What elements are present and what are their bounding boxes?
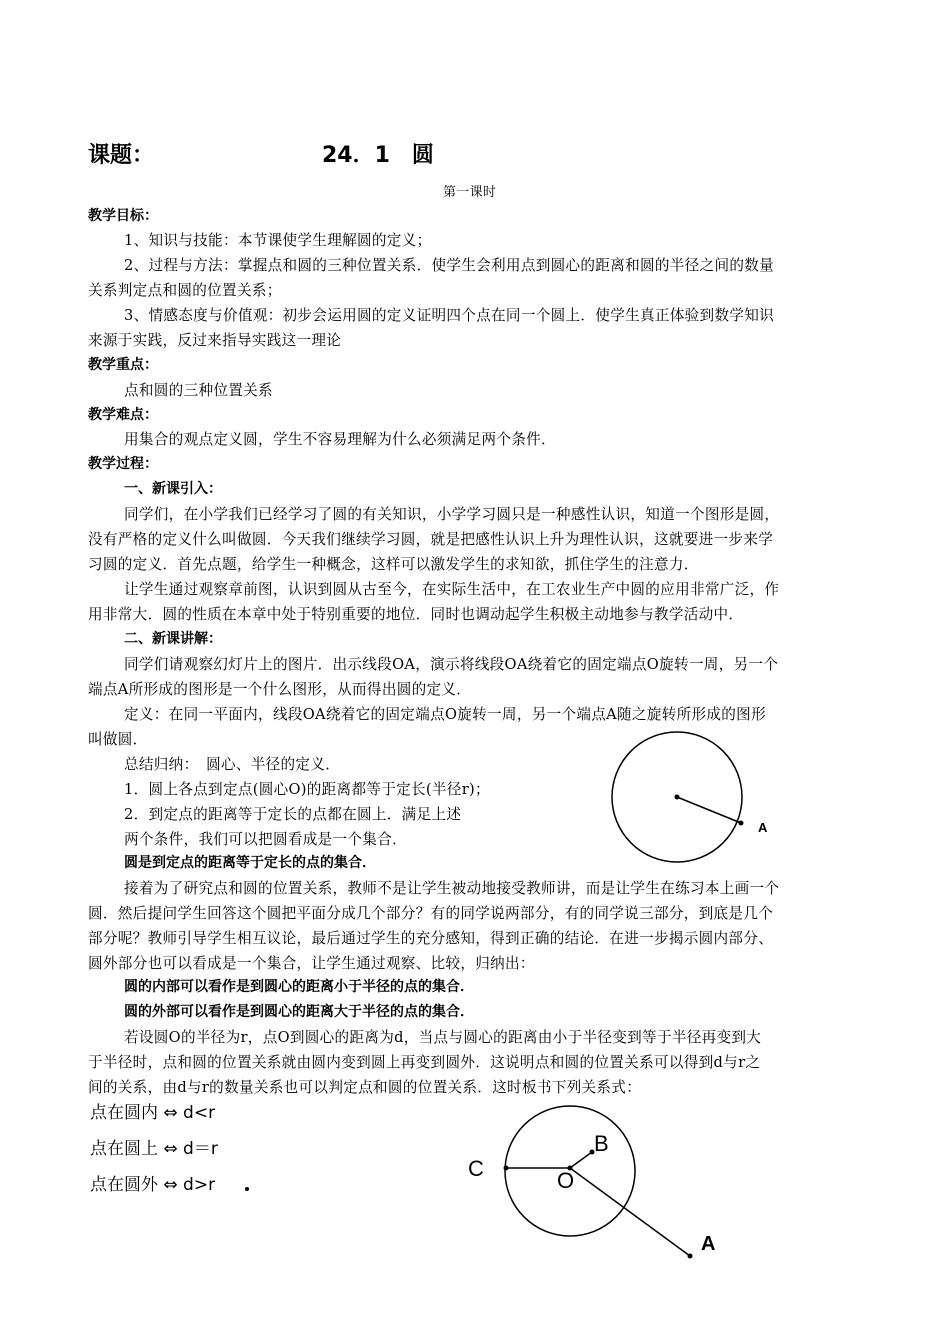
intro-p2b: 用非常大．圆的性质在本章中处于特别重要的地位．同时也调动起学生积极主动地参与教学活动中． — [88, 606, 744, 623]
definition-a: 定义：在同一平面内，线段OA绕着它的固定端点O旋转一周，另一个端点A随之旋转所形成的图形 — [124, 706, 766, 723]
process-heading: 教学过程： — [88, 456, 158, 472]
subtitle: 第一课时 — [443, 185, 497, 200]
lecture-p1b: 端点A所形成的图形是一个什么图形，从而得出圆的定义． — [88, 681, 472, 698]
label-b: B — [594, 1131, 609, 1156]
objective-1: 1、知识与技能：本节课使学生理解圆的定义； — [124, 232, 432, 249]
label-c: C — [468, 1156, 484, 1181]
circle-figure-2 — [460, 1100, 730, 1270]
key-points-text: 点和圆的三种位置关系 — [124, 382, 273, 399]
segment-oa — [570, 1168, 690, 1256]
title-label: 课题： — [88, 143, 155, 168]
title-text: 24．1 圆 — [322, 143, 434, 168]
objective-3a: 3、情感态度与价值观：初步会运用圆的定义证明四个点在同一个圆上．使学生真正体验到数学知识 — [124, 307, 775, 324]
p3-c: 部分呢？教师引导学生相互议论，最后通过学生的充分感知，得到正确的结论．在进一步揭示圆内部分、 — [88, 930, 774, 947]
lecture-p1a: 同学们请观察幻灯片上的图片．出示线段OA，演示将线段OA绕着它的固定端点O旋转一周，另一个 — [124, 656, 779, 673]
inside-set: 圆的内部可以看作是到圆心的距离小于半径的点的集合． — [124, 979, 474, 995]
intro-p2a: 让学生通过观察章前图，认识到圆从古至今，在实际生活中，在工农业生产中圆的应用非常广泛，作 — [124, 581, 780, 598]
point-3: 两个条件，我们可以把圆看成是一个集合． — [124, 831, 407, 848]
point-a — [688, 1254, 693, 1259]
p4-a: 若设圆O的半径为r，点O到圆心的距离为d，当点与圆心的距离由小于半径变到等于半径再变到大 — [124, 1029, 762, 1046]
objectives-heading: 教学目标： — [88, 208, 158, 224]
label-a: A — [701, 1233, 716, 1255]
label-o: O — [557, 1168, 575, 1193]
p3-d: 圆外部分也可以看成是一个集合，让学生通过观察、比较，归纳出： — [88, 955, 535, 972]
radius-oa — [677, 797, 741, 823]
p3-a: 接着为了研究点和圆的位置关系，教师不是让学生被动地接受教师讲，而是让学生在练习本上画一个 — [124, 880, 780, 897]
intro-p1a: 同学们，在小学我们已经学习了圆的有关知识，小学学习圆只是一种感性认识，知道一个图形是圆， — [124, 506, 780, 523]
label-a: A — [758, 820, 768, 835]
center-point-o — [675, 795, 680, 800]
objective-2a: 2、过程与方法：掌握点和圆的三种位置关系．使学生会利用点到圆心的距离和圆的半径之间的数量 — [124, 257, 775, 274]
definition-b: 叫做圆． — [88, 731, 148, 748]
objective-2b: 关系判定点和圆的位置关系； — [88, 282, 282, 299]
relation-inside: 点在圆内 ⇔ d<r — [90, 1103, 216, 1123]
p4-b: 于半径时，点和圆的位置关系就由圆内变到圆上再变到圆外．这说明点和圆的位置关系可以得到d与r之 — [88, 1054, 761, 1071]
intro-p1c: 习圆的定义．首先点题，给学生一种概念，这样可以激发学生的求知欲，抓住学生的注意力． — [88, 556, 699, 573]
point-a — [739, 821, 744, 826]
objective-3b: 来源于实践，反过来指导实践这一理论 — [88, 332, 342, 349]
summary-text: 总结归纳： 圆心、半径的定义． — [124, 756, 341, 773]
circle-figure-1 — [600, 725, 790, 875]
point-1: 1．圆上各点到定点(圆心O)的距离都等于定长(半径r)； — [124, 781, 490, 798]
point-c — [504, 1166, 509, 1171]
set-definition: 圆是到定点的距离等于定长的点的集合． — [124, 855, 376, 871]
p4-c: 间的关系，由d与r的数量关系也可以判定点和圆的位置关系．这时板书下列关系式： — [88, 1079, 642, 1096]
difficulties-text: 用集合的观点定义圆，学生不容易理解为什么必须满足两个条件． — [124, 431, 556, 448]
intro-heading: 一、新课引入： — [124, 481, 222, 497]
outside-set: 圆的外部可以看作是到圆心的距离大于半径的点的集合． — [124, 1004, 474, 1020]
segment-ob — [570, 1152, 592, 1168]
relation-on: 点在圆上 ⇔ d＝r — [90, 1139, 218, 1159]
key-points-heading: 教学重点： — [88, 357, 158, 373]
dot-mark — [245, 1187, 249, 1191]
difficulties-heading: 教学难点： — [88, 407, 158, 423]
lecture-heading: 二、新课讲解： — [124, 631, 222, 647]
relation-outside: 点在圆外 ⇔ d>r — [90, 1175, 216, 1195]
p3-b: 圆．然后提问学生回答这个圆把平面分成几个部分？有的同学说两部分，有的同学说三部分，到底是几个 — [88, 905, 774, 922]
intro-p1b: 没有严格的定义什么叫做圆．今天我们继续学习圆，就是把感性认识上升为理性认识，这就要进一步来学 — [88, 531, 774, 548]
point-2: 2．到定点的距离等于定长的点都在圆上．满足上述 — [124, 806, 462, 823]
